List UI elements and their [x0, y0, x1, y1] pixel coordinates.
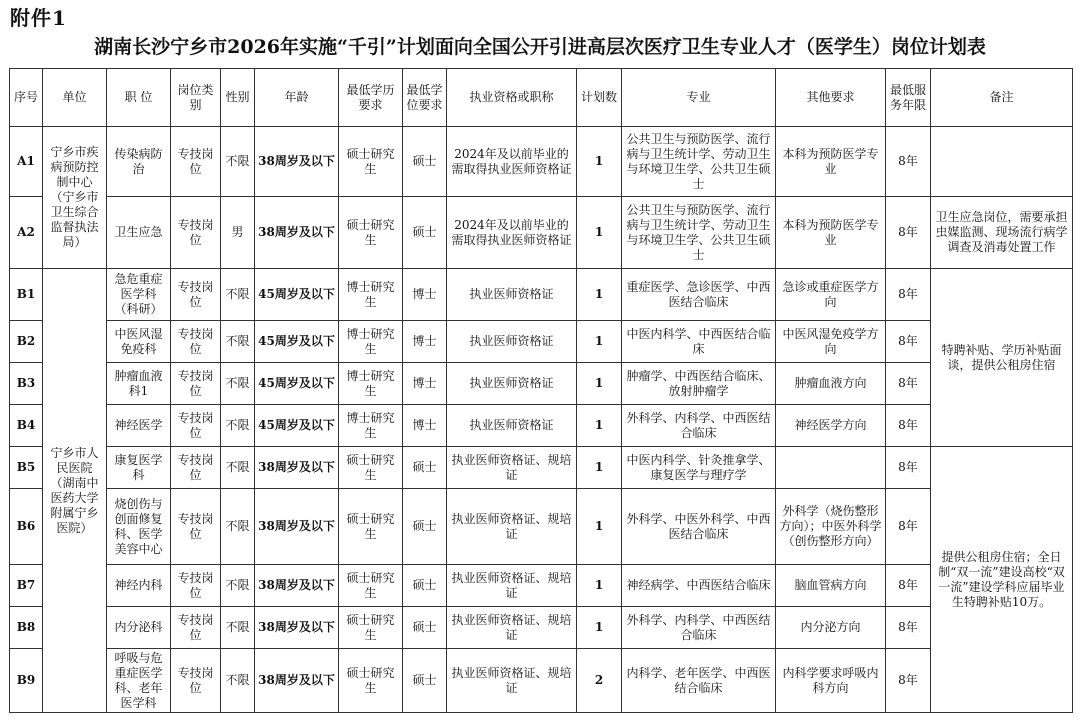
qualification-cell: 执业医师资格证 [447, 269, 577, 321]
row-id: B4 [10, 405, 43, 447]
col-header: 其他要求 [776, 69, 886, 127]
col-header: 最低服务年限 [886, 69, 931, 127]
position-cell: 卫生应急 [107, 197, 171, 269]
other-cell: 内科学要求呼吸内科方向 [776, 649, 886, 713]
education-cell: 博士研究生 [339, 363, 403, 405]
major-cell: 外科学、内科学、中西医结合临床 [622, 405, 776, 447]
table-row [10, 649, 1073, 713]
count-cell: 1 [577, 197, 622, 269]
col-header: 最低学位要求 [403, 69, 447, 127]
years-cell: 8年 [886, 447, 931, 489]
age-cell: 38周岁及以下 [255, 565, 339, 607]
row-id: B1 [10, 269, 43, 321]
table-row [10, 363, 1073, 405]
col-header: 执业资格或职称 [447, 69, 577, 127]
row-id: A2 [10, 197, 43, 269]
row-id: B8 [10, 607, 43, 649]
education-cell: 硕士研究生 [339, 197, 403, 269]
gender-cell: 不限 [221, 405, 255, 447]
major-cell: 公共卫生与预防医学、流行病与卫生统计学、劳动卫生与环境卫生学、公共卫生硕士 [622, 127, 776, 197]
category-cell: 专技岗位 [171, 321, 221, 363]
col-header: 性别 [221, 69, 255, 127]
qualification-cell: 执业医师资格证 [447, 405, 577, 447]
major-cell: 重症医学、急诊医学、中西医结合临床 [622, 269, 776, 321]
note-cell: 提供公租房住宿；全日制“双一流”建设高校“双一流”建设学科应届毕业生特聘补贴10万。 [931, 447, 1073, 713]
gender-cell: 男 [221, 197, 255, 269]
major-cell: 内科学、老年医学、中西医结合临床 [622, 649, 776, 713]
col-header: 最低学历要求 [339, 69, 403, 127]
years-cell: 8年 [886, 269, 931, 321]
age-cell: 45周岁及以下 [255, 321, 339, 363]
major-cell: 肿瘤学、中西医结合临床、放射肿瘤学 [622, 363, 776, 405]
education-cell: 硕士研究生 [339, 447, 403, 489]
degree-cell: 硕士 [403, 489, 447, 565]
row-id: B9 [10, 649, 43, 713]
count-cell: 1 [577, 607, 622, 649]
qualification-cell: 执业医师资格证 [447, 363, 577, 405]
age-cell: 38周岁及以下 [255, 447, 339, 489]
table-row [10, 269, 1073, 321]
degree-cell: 硕士 [403, 565, 447, 607]
category-cell: 专技岗位 [171, 565, 221, 607]
col-header: 序号 [10, 69, 43, 127]
years-cell: 8年 [886, 565, 931, 607]
gender-cell: 不限 [221, 565, 255, 607]
position-cell: 烧创伤与创面修复科、医学美容中心 [107, 489, 171, 565]
degree-cell: 博士 [403, 321, 447, 363]
row-id: B2 [10, 321, 43, 363]
qualification-cell: 2024年及以前毕业的需取得执业医师资格证 [447, 197, 577, 269]
position-cell: 神经医学 [107, 405, 171, 447]
other-cell [776, 447, 886, 489]
qualification-cell: 执业医师资格证、规培证 [447, 565, 577, 607]
education-cell: 博士研究生 [339, 321, 403, 363]
years-cell: 8年 [886, 607, 931, 649]
age-cell: 45周岁及以下 [255, 405, 339, 447]
degree-cell: 硕士 [403, 649, 447, 713]
col-header: 单位 [43, 69, 107, 127]
other-cell: 脑血管病方向 [776, 565, 886, 607]
other-cell: 本科为预防医学专业 [776, 127, 886, 197]
age-cell: 38周岁及以下 [255, 127, 339, 197]
degree-cell: 博士 [403, 405, 447, 447]
position-cell: 神经内科 [107, 565, 171, 607]
gender-cell: 不限 [221, 649, 255, 713]
col-header: 备注 [931, 69, 1073, 127]
table-row [10, 127, 1073, 197]
row-id: B3 [10, 363, 43, 405]
attachment-label: 附件1 [10, 6, 67, 30]
major-cell: 外科学、内科学、中西医结合临床 [622, 607, 776, 649]
age-cell: 38周岁及以下 [255, 607, 339, 649]
years-cell: 8年 [886, 321, 931, 363]
age-cell: 38周岁及以下 [255, 489, 339, 565]
gender-cell: 不限 [221, 269, 255, 321]
row-id: B5 [10, 447, 43, 489]
years-cell: 8年 [886, 649, 931, 713]
table-row [10, 607, 1073, 649]
col-header: 专业 [622, 69, 776, 127]
row-id: A1 [10, 127, 43, 197]
position-cell: 肿瘤血液科1 [107, 363, 171, 405]
position-cell: 康复医学科 [107, 447, 171, 489]
header-row [10, 69, 1073, 127]
major-cell: 神经病学、中西医结合临床 [622, 565, 776, 607]
table-row [10, 447, 1073, 489]
category-cell: 专技岗位 [171, 489, 221, 565]
other-cell: 中医风湿免疫学方向 [776, 321, 886, 363]
education-cell: 硕士研究生 [339, 649, 403, 713]
count-cell: 1 [577, 363, 622, 405]
col-header: 年龄 [255, 69, 339, 127]
category-cell: 专技岗位 [171, 607, 221, 649]
row-id: B6 [10, 489, 43, 565]
age-cell: 45周岁及以下 [255, 269, 339, 321]
gender-cell: 不限 [221, 321, 255, 363]
category-cell: 专技岗位 [171, 363, 221, 405]
count-cell: 1 [577, 321, 622, 363]
table-row [10, 197, 1073, 269]
col-header: 岗位类别 [171, 69, 221, 127]
document-title: 湖南长沙宁乡市2026年实施“千引”计划面向全国公开引进高层次医疗卫生专业人才（医学生）岗位计划表 [94, 36, 986, 58]
note-cell: 特聘补贴、学历补贴面谈，提供公租房住宿 [931, 269, 1073, 447]
qualification-cell: 执业医师资格证、规培证 [447, 447, 577, 489]
years-cell: 8年 [886, 197, 931, 269]
major-cell: 中医内科学、中西医结合临床 [622, 321, 776, 363]
count-cell: 1 [577, 489, 622, 565]
gender-cell: 不限 [221, 607, 255, 649]
category-cell: 专技岗位 [171, 127, 221, 197]
degree-cell: 博士 [403, 269, 447, 321]
years-cell: 8年 [886, 363, 931, 405]
education-cell: 博士研究生 [339, 269, 403, 321]
other-cell: 内分泌方向 [776, 607, 886, 649]
position-cell: 内分泌科 [107, 607, 171, 649]
unit-cell: 宁乡市疾病预防控制中心（宁乡市卫生综合监督执法局） [43, 127, 107, 269]
count-cell: 2 [577, 649, 622, 713]
age-cell: 38周岁及以下 [255, 197, 339, 269]
age-cell: 45周岁及以下 [255, 363, 339, 405]
gender-cell: 不限 [221, 363, 255, 405]
count-cell: 1 [577, 405, 622, 447]
years-cell: 8年 [886, 405, 931, 447]
education-cell: 博士研究生 [339, 405, 403, 447]
other-cell: 急诊或重症医学方向 [776, 269, 886, 321]
count-cell: 1 [577, 127, 622, 197]
table-row [10, 321, 1073, 363]
category-cell: 专技岗位 [171, 405, 221, 447]
table-row [10, 565, 1073, 607]
position-cell: 呼吸与危重症医学科、老年医学科 [107, 649, 171, 713]
gender-cell: 不限 [221, 127, 255, 197]
other-cell: 本科为预防医学专业 [776, 197, 886, 269]
gender-cell: 不限 [221, 447, 255, 489]
major-cell: 中医内科学、针灸推拿学、康复医学与理疗学 [622, 447, 776, 489]
position-cell: 急危重症医学科（科研） [107, 269, 171, 321]
qualification-cell: 执业医师资格证 [447, 321, 577, 363]
table-row [10, 489, 1073, 565]
years-cell: 8年 [886, 489, 931, 565]
position-plan-table [9, 68, 1073, 713]
note-cell: 卫生应急岗位，需要承担虫媒监测、现场流行病学调查及消毒处置工作 [931, 197, 1073, 269]
position-cell: 传染病防治 [107, 127, 171, 197]
table-row [10, 405, 1073, 447]
years-cell: 8年 [886, 127, 931, 197]
major-cell: 公共卫生与预防医学、流行病与卫生统计学、劳动卫生与环境卫生学、公共卫生硕士 [622, 197, 776, 269]
other-cell: 外科学（烧伤整形方向）；中医外科学（创伤整形方向） [776, 489, 886, 565]
count-cell: 1 [577, 269, 622, 321]
category-cell: 专技岗位 [171, 447, 221, 489]
age-cell: 38周岁及以下 [255, 649, 339, 713]
major-cell: 外科学、中医外科学、中西医结合临床 [622, 489, 776, 565]
education-cell: 硕士研究生 [339, 607, 403, 649]
degree-cell: 硕士 [403, 127, 447, 197]
education-cell: 硕士研究生 [339, 127, 403, 197]
category-cell: 专技岗位 [171, 269, 221, 321]
qualification-cell: 执业医师资格证、规培证 [447, 649, 577, 713]
degree-cell: 硕士 [403, 607, 447, 649]
degree-cell: 博士 [403, 363, 447, 405]
row-id: B7 [10, 565, 43, 607]
qualification-cell: 执业医师资格证、规培证 [447, 489, 577, 565]
gender-cell: 不限 [221, 489, 255, 565]
category-cell: 专技岗位 [171, 649, 221, 713]
other-cell: 肿瘤血液方向 [776, 363, 886, 405]
qualification-cell: 2024年及以前毕业的需取得执业医师资格证 [447, 127, 577, 197]
degree-cell: 硕士 [403, 447, 447, 489]
count-cell: 1 [577, 565, 622, 607]
degree-cell: 硕士 [403, 197, 447, 269]
col-header: 计划数 [577, 69, 622, 127]
unit-cell: 宁乡市人民医院（湖南中医药大学附属宁乡医院） [43, 269, 107, 713]
category-cell: 专技岗位 [171, 197, 221, 269]
col-header: 职 位 [107, 69, 171, 127]
count-cell: 1 [577, 447, 622, 489]
education-cell: 硕士研究生 [339, 489, 403, 565]
note-cell [931, 127, 1073, 197]
education-cell: 硕士研究生 [339, 565, 403, 607]
qualification-cell: 执业医师资格证、规培证 [447, 607, 577, 649]
other-cell: 神经医学方向 [776, 405, 886, 447]
position-cell: 中医风湿免疫科 [107, 321, 171, 363]
